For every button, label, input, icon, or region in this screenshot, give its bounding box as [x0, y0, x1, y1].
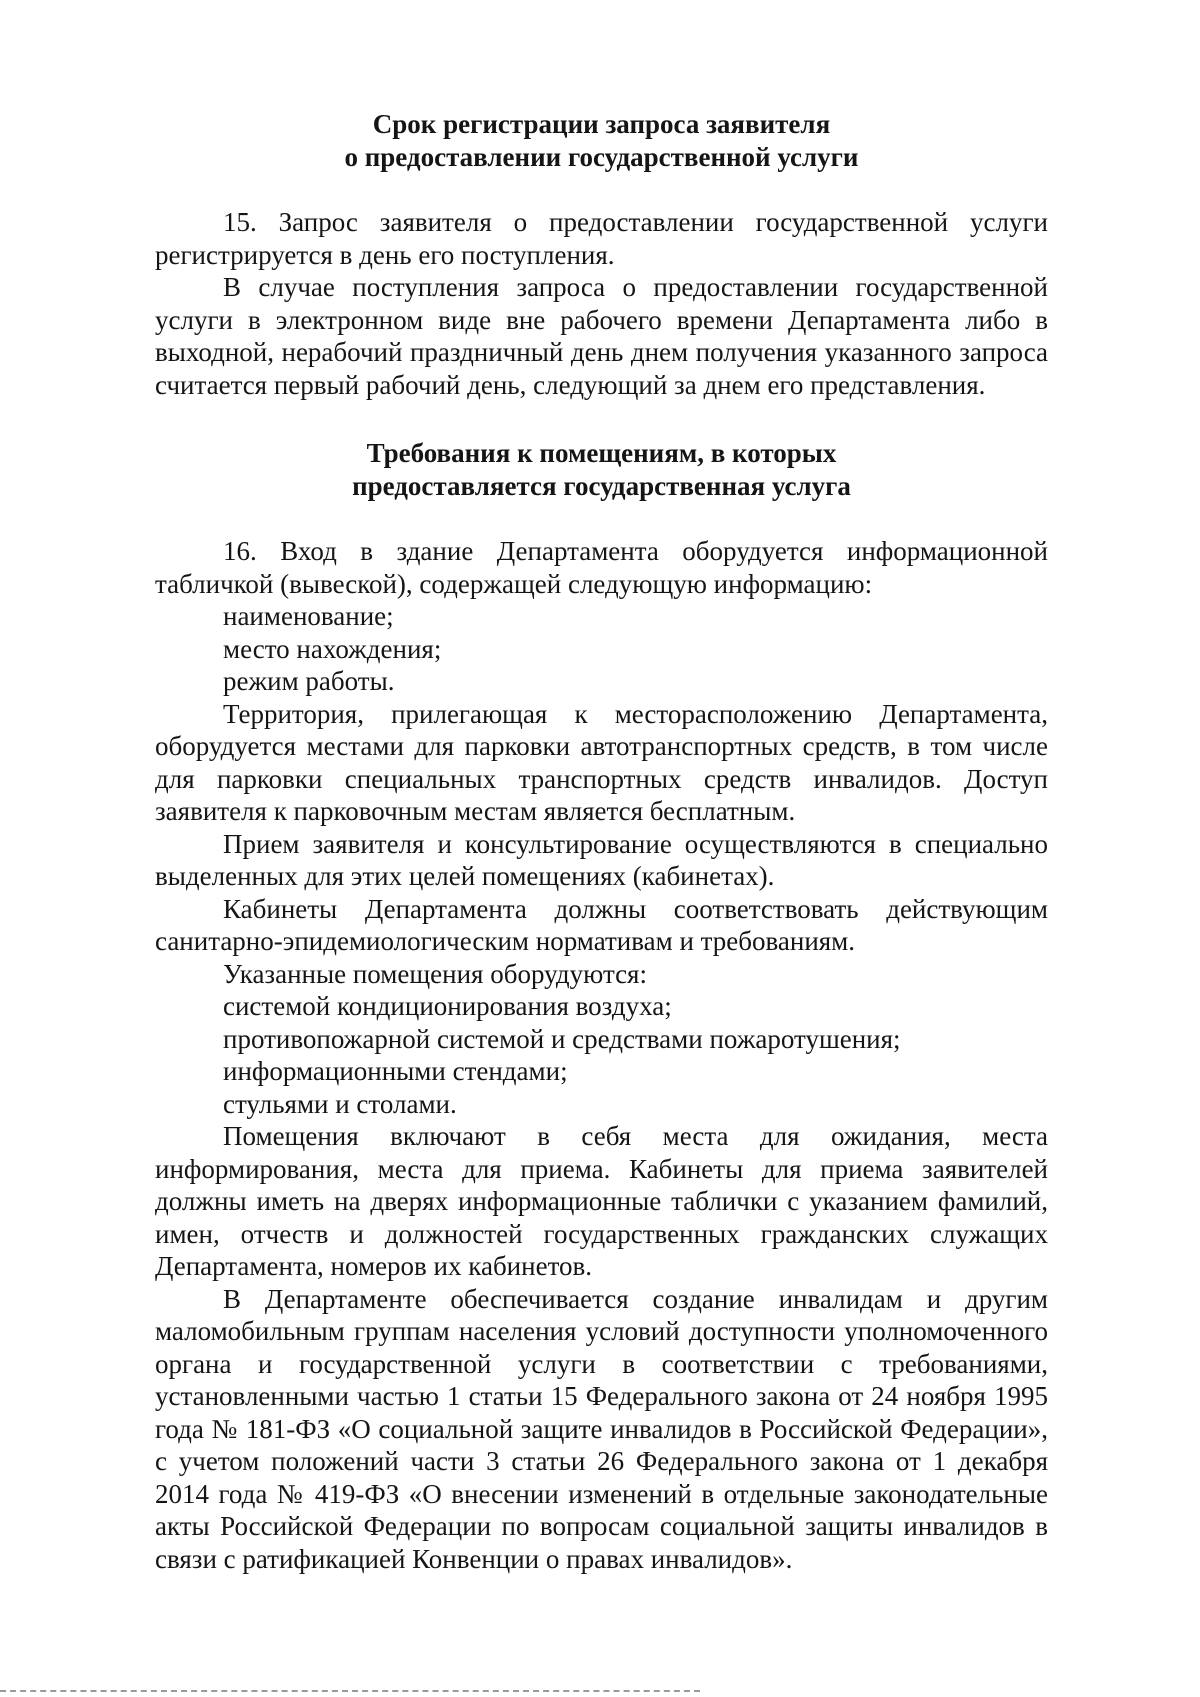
paragraph-cabinets: Кабинеты Департамента должны соответствовать действующим санитарно-эпидемиологическим нормативам и требованиям.	[155, 893, 1048, 956]
list-item: системой кондиционирования воздуха;	[223, 991, 672, 1021]
heading-line: о предоставлении государственной услуги	[344, 141, 859, 172]
section-heading-registration	[155, 108, 1048, 173]
paragraph-reception: Прием заявителя и консультирование осуществляются в специально выделенных для этих целей помещениях (кабинетах).	[155, 828, 1048, 891]
paragraph-16: 16. Вход в здание Департамента оборудуется информационной табличкой (вывеской), содержащей следующую информацию:	[155, 536, 1048, 599]
list-item: стульями и столами.	[223, 1088, 457, 1119]
document-page	[155, 108, 1048, 1575]
paragraph-equipped: Указанные помещения оборудуются:	[223, 958, 647, 989]
list-item: информационными стендами;	[223, 1056, 568, 1086]
section-heading-premises	[155, 437, 1048, 502]
scan-edge-line	[0, 1690, 700, 1692]
paragraph-territory: Территория, прилегающая к месторасположению Департамента, оборудуется местами для парковки автотранспортных средств, в том числе для парковки специальных транспортных средств инвалидов. Доступ заявителя к парковочным местам является бесплатным.	[155, 698, 1048, 826]
list-item: противопожарной системой и средствами пожаротушения;	[223, 1023, 901, 1054]
list-item: режим работы.	[223, 666, 395, 696]
heading-line: Срок регистрации запроса заявителя	[372, 109, 831, 139]
heading-line: Требования к помещениям, в которых	[366, 438, 837, 468]
paragraph-accessibility: В Департаменте обеспечивается создание инвалидам и другим маломобильным группам населения условий доступности уполномоченного органа и государственной услуги в соответствии с требованиями, установленными частью 1 статьи 15 Федерального закона от 24 ноября 1995 года № 181-ФЗ «О социальной защите инвалидов в Российской Федерации», с учетом положений части 3 статьи 26 Федерального закона от 1 декабря 2014 года № 419-ФЗ «О внесении изменений в отдельные законодательные акты Российской Федерации по вопросам социальной защиты инвалидов в связи с ратификацией Конвенции о правах инвалидов».	[155, 1283, 1048, 1574]
paragraph-15: 15. Запрос заявителя о предоставлении государственной услуги регистрируется в день его поступления.	[155, 207, 1048, 270]
paragraph-rooms: Помещения включают в себя места для ожидания, места информирования, места для приема. Кабинеты для приема заявителей должны иметь на дверях информационные таблички с указанием фамилий, имен, отчеств и должностей государственных гражданских служащих Департамента, номеров их кабинетов.	[155, 1121, 1048, 1281]
heading-line: предоставляется государственная услуга	[352, 470, 851, 501]
paragraph-nonworking-time: В случае поступления запроса о предоставлении государственной услуги в электронном виде вне рабочего времени Департамента либо в выходной, нерабочий праздничный день днем получения указанного запроса считается первый рабочий день, следующий за днем его представления.	[155, 272, 1048, 400]
list-item: место нахождения;	[223, 633, 442, 664]
list-item: наименование;	[223, 601, 394, 631]
